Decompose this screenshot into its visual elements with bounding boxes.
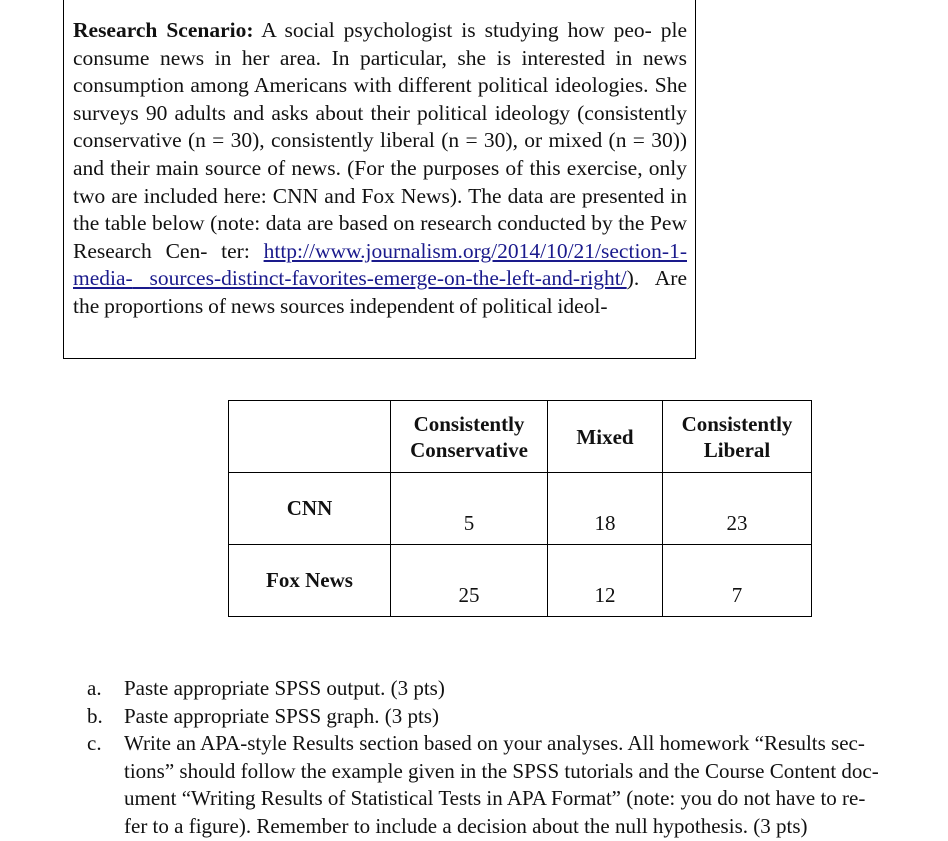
task-item-c — [84, 730, 948, 840]
header-consistently-liberal — [663, 401, 812, 473]
header-line: Conservative — [410, 437, 528, 462]
header-mixed: Mixed — [548, 401, 663, 473]
header-line: Liberal — [703, 437, 771, 462]
task-text-line: ument “Writing Results of Statistical Tests in APA Format” (note: you do not have to re- — [124, 786, 866, 811]
task-text: Paste appropriate SPSS output. (3 pts) — [124, 676, 445, 700]
task-text-line: Write an APA-style Results section based on your analyses. All homework “Results sec- — [124, 731, 865, 756]
table-row-cnn — [229, 473, 812, 545]
row-label-cnn: CNN — [229, 473, 391, 545]
table-header-row — [229, 401, 812, 473]
cell-cnn-conservative: 5 — [391, 473, 548, 545]
task-text-line: tions” should follow the example given in the SPSS tutorials and the Course Content doc- — [124, 758, 879, 783]
header-consistently-conservative — [391, 401, 548, 473]
cell-fox-conservative: 25 — [391, 545, 548, 617]
row-label-fox-news: Fox News — [229, 545, 391, 617]
pew-research-link-part2: sources-distinct-favorites-emerge-on-the-left-and-right/ — [149, 266, 627, 291]
assignment-task-list — [84, 675, 948, 841]
cell-cnn-liberal: 23 — [663, 473, 812, 545]
scenario-line: ter: — [221, 238, 264, 263]
task-text-line: fer to a figure). Remember to include a decision about the null hypothesis. (3 pts) — [124, 813, 808, 838]
pew-research-link-part1: http://www.journalism.org/2014/10/21/section-1-media- — [73, 238, 687, 291]
scenario-line: data are based on research conducted by the Pew Research Cen- — [73, 211, 687, 263]
cell-fox-liberal: 7 — [663, 545, 812, 617]
cell-cnn-mixed: 18 — [548, 473, 663, 545]
task-marker: c. — [87, 731, 102, 756]
table-corner-cell — [229, 401, 391, 473]
scenario-line: and Fox News). The data are presented in the table below (note: — [73, 183, 688, 236]
header-line: Consistently — [681, 411, 793, 436]
scenario-line: (n = 30), or mixed (n = 30)) and their main source of news. (For — [73, 128, 688, 180]
scenario-line: ple consume news in her area. In particular, she is interested in — [73, 18, 688, 70]
cell-fox-mixed: 12 — [548, 545, 663, 617]
research-scenario-box — [63, 0, 696, 359]
header-line: Consistently — [413, 411, 525, 436]
scenario-line: ideologies. She surveys 90 adults and asks about their political — [73, 73, 688, 125]
scenario-after-link: ). Are — [626, 266, 688, 291]
scenario-line: ideology (consistently conservative (n = 30), consistently liberal — [73, 100, 687, 153]
scenario-line: news consumption among Americans with different political — [73, 45, 688, 98]
task-item-b — [84, 703, 948, 731]
task-text: Paste appropriate SPSS graph. (3 pts) — [124, 703, 439, 728]
scenario-last-line: the proportions of news sources independent of political ideol- — [73, 293, 608, 318]
research-scenario-paragraph — [73, 17, 687, 321]
scenario-label: Research Scenario: — [73, 18, 254, 42]
task-item-a — [84, 675, 948, 703]
news-source-by-ideology-table — [228, 400, 812, 617]
task-marker: a. — [87, 676, 102, 700]
scenario-line: the purposes of this exercise, only two are included here: CNN — [73, 155, 687, 208]
table-row-fox-news — [229, 545, 812, 617]
task-marker: b. — [87, 703, 103, 728]
scenario-line: A social psychologist is studying how peo- — [253, 18, 652, 42]
